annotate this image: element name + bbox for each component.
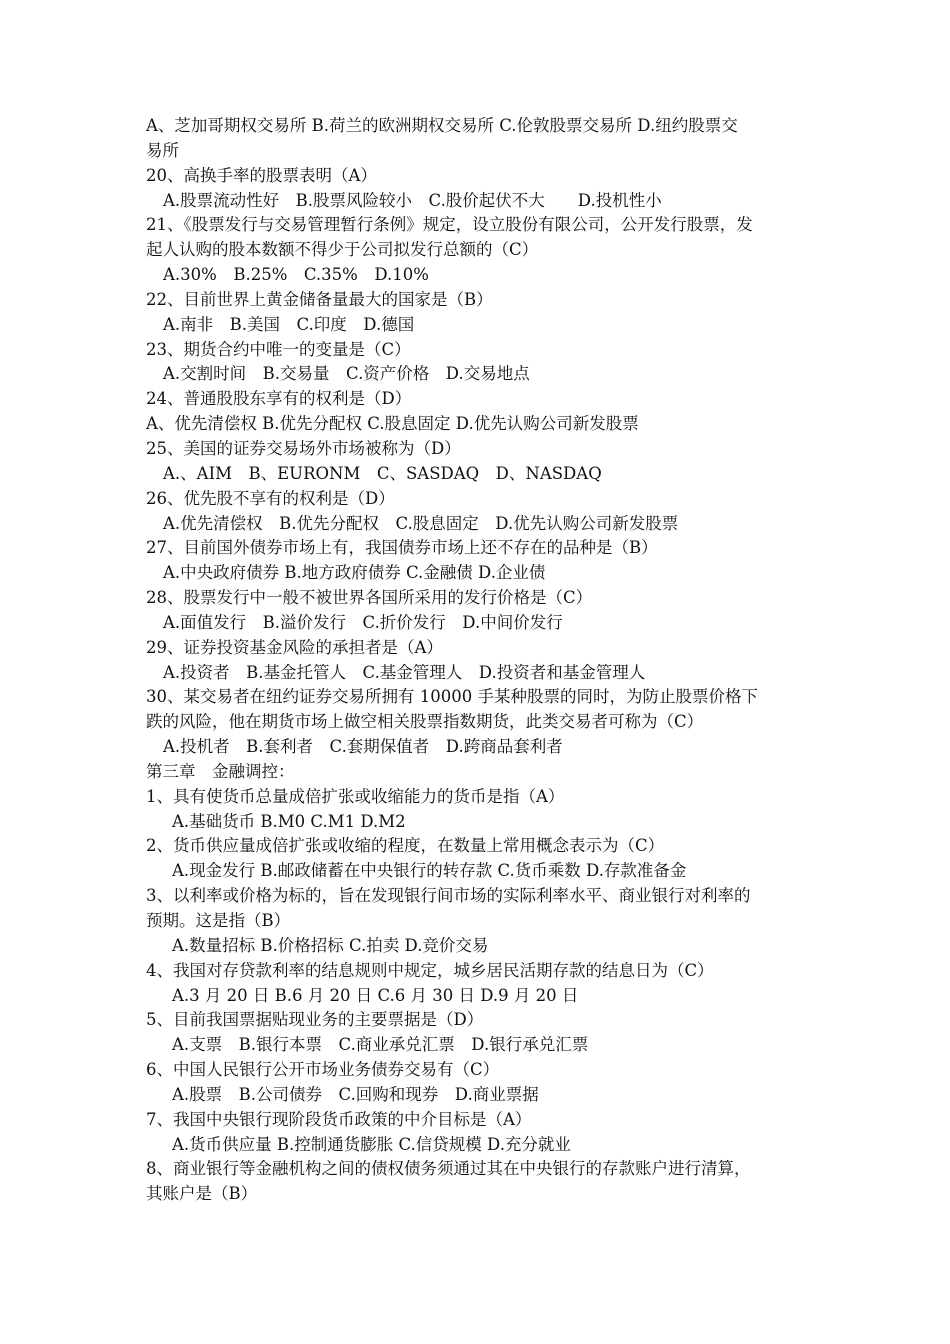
text-line: 24、普通股股东享有的权利是（D） <box>146 389 412 409</box>
text-line: 5、目前我国票据贴现业务的主要票据是（D） <box>146 1010 484 1030</box>
text-line: A.南非 B.美国 C.印度 D.德国 <box>163 314 415 334</box>
text-line: 1、具有使货币总量成倍扩张或收缩能力的货币是指（A） <box>146 786 565 806</box>
text-line: A.面值发行 B.溢价发行 C.折价发行 D.中间价发行 <box>163 612 563 632</box>
document-page <box>146 114 814 1207</box>
text-line: 28、股票发行中一般不被世界各国所采用的发行价格是（C） <box>146 588 593 608</box>
text-line: A.3 月 20 日 B.6 月 20 日 C.6 月 30 日 D.9 月 20 日 <box>172 985 579 1005</box>
text-line: 6、中国人民银行公开市场业务债券交易有（C） <box>146 1060 500 1080</box>
text-line: 第三章 金融调控： <box>146 761 295 781</box>
text-line: 21、《股票发行与交易管理暂行条例》规定，设立股份有限公司，公开发行股票，发 <box>146 215 753 235</box>
text-line: 29、证券投资基金风险的承担者是（A） <box>146 637 443 657</box>
text-line: 27、目前国外债券市场上有，我国债券市场上还不存在的品种是（B） <box>146 538 658 558</box>
text-line: 4、我国对存贷款利率的结息规则中规定，城乡居民活期存款的结息日为（C） <box>146 960 714 980</box>
text-line: 2、货币供应量成倍扩张或收缩的程度，在数量上常用概念表示为（C） <box>146 836 665 856</box>
text-line: 20、高换手率的股票表明（A） <box>146 165 377 185</box>
text-line: 22、目前世界上黄金储备量最大的国家是（B） <box>146 289 493 309</box>
text-line: 23、期货合约中唯一的变量是（C） <box>146 339 411 359</box>
text-line: A.股票 B.公司债券 C.回购和现券 D.商业票据 <box>172 1084 539 1104</box>
text-line: A.投资者 B.基金托管人 C.基金管理人 D.投资者和基金管理人 <box>163 662 646 682</box>
text-line: A.现金发行 B.邮政储蓄在中央银行的转存款 C.货币乘数 D.存款准备金 <box>172 861 687 881</box>
text-line: 起人认购的股本数额不得少于公司拟发行总额的（C） <box>146 240 539 260</box>
text-line: A.货币供应量 B.控制通货膨胀 C.信贷规模 D.充分就业 <box>172 1134 571 1154</box>
text-line: A、优先清偿权 B.优先分配权 C.股息固定 D.优先认购公司新发股票 <box>146 414 639 434</box>
text-line: 8、商业银行等金融机构之间的债权债务须通过其在中央银行的存款账户进行清算， <box>146 1159 751 1179</box>
text-line: 其账户是（B） <box>146 1184 258 1204</box>
text-line: 预期。这是指（B） <box>146 911 291 930</box>
text-line: 跌的风险，他在期货市场上做空相关股票指数期货，此类交易者可称为（C） <box>146 712 704 732</box>
text-line: A.支票 B.银行本票 C.商业承兑汇票 D.银行承兑汇票 <box>172 1035 589 1055</box>
text-line: 30、某交易者在纽约证券交易所拥有 10000 手某种股票的同时，为防止股票价格下 <box>146 687 758 707</box>
text-line: 26、优先股不享有的权利是（D） <box>146 488 395 508</box>
text-line: 25、美国的证券交易场外市场被称为（D） <box>146 438 461 458</box>
text-line: A、芝加哥期权交易所 B.荷兰的欧洲期权交易所 C.伦敦股票交易所 D.纽约股票交 <box>146 116 738 135</box>
text-line: A.数量招标 B.价格招标 C.拍卖 D.竞价交易 <box>172 935 489 955</box>
text-line: A.基础货币 B.M0 C.M1 D.M2 <box>172 811 406 831</box>
text-line: A.交割时间 B.交易量 C.资产价格 D.交易地点 <box>163 364 530 384</box>
text-line: 易所 <box>146 140 179 160</box>
text-line: A.优先清偿权 B.优先分配权 C.股息固定 D.优先认购公司新发股票 <box>163 513 679 533</box>
text-line: 3、以利率或价格为标的，旨在发现银行间市场的实际利率水平、商业银行对利率的 <box>146 886 751 906</box>
text-line: A.投机者 B.套利者 C.套期保值者 D.跨商品套利者 <box>163 737 563 757</box>
text-line: A.股票流动性好 B.股票风险较小 C.股价起伏不大 D.投机性小 <box>163 190 662 210</box>
text-line: A.、AIM B、EURONM C、SASDAQ D、NASDAQ <box>163 463 602 483</box>
text-line: A.30% B.25% C.35% D.10% <box>163 265 429 285</box>
text-line: A.中央政府债券 B.地方政府债券 C.金融债 D.企业债 <box>163 563 546 583</box>
text-line: 7、我国中央银行现阶段货币政策的中介目标是（A） <box>146 1109 532 1129</box>
